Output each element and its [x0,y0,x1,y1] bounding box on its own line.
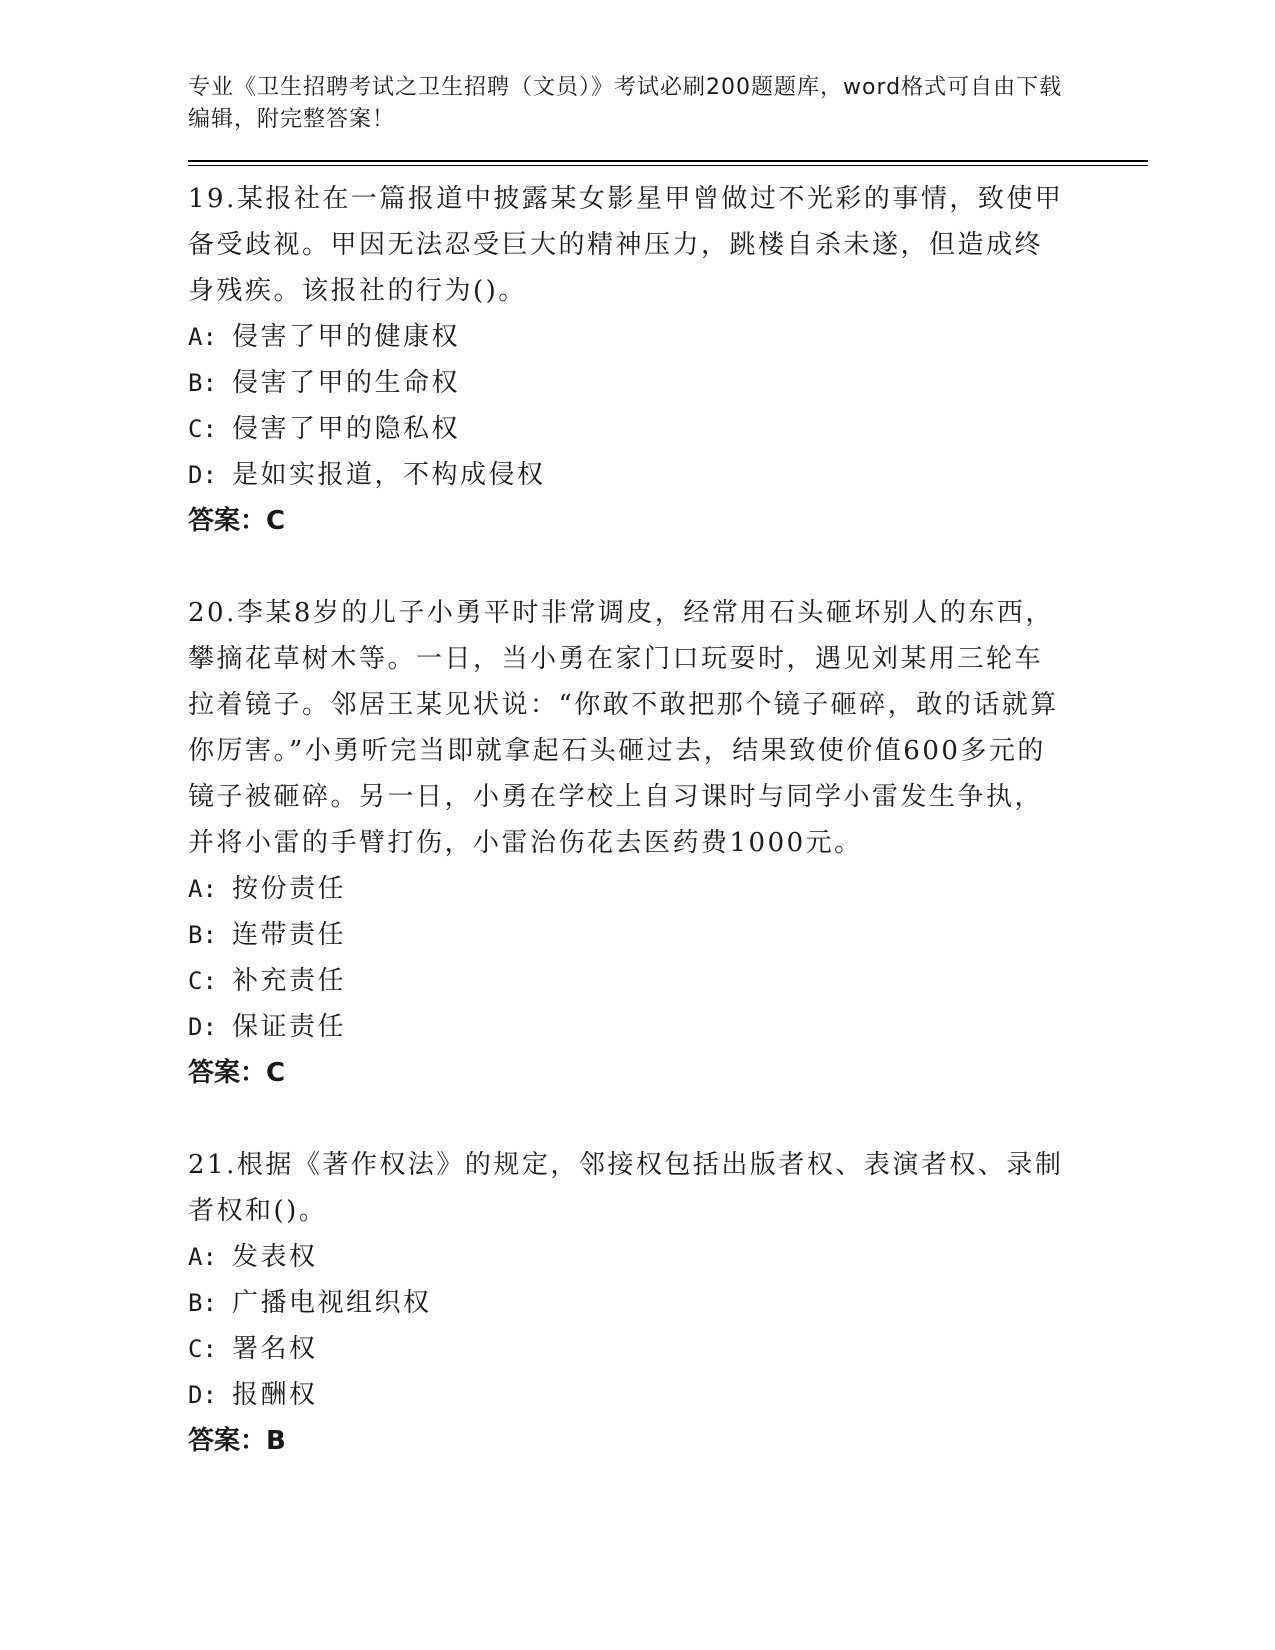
option-text: 署名权 [232,1334,318,1364]
answer-text: 答案：B [188,1426,286,1456]
option-text: 连带责任 [232,920,347,950]
option-text: 按份责任 [232,874,347,904]
option-c [188,1326,1148,1372]
option-d [188,452,1148,498]
spacer [188,544,1148,590]
option-letter: D: [188,1381,217,1409]
option-letter: C: [188,1335,217,1363]
option-letter: B: [188,1289,217,1317]
option-letter: A: [188,323,217,351]
option-letter: B: [188,369,217,397]
question-19 [188,176,1148,544]
question-20 [188,590,1148,1096]
option-text: 补充责任 [232,966,347,996]
option-letter: A: [188,875,217,903]
option-b [188,360,1148,406]
option-b [188,912,1148,958]
spacer [188,1096,1148,1142]
answer-text: 答案：C [188,506,286,536]
question-text: 21.根据《著作权法》的规定，邻接权包括出版者权、表演者权、录制者权和()。 [188,1150,1064,1226]
option-a [188,314,1148,360]
option-text: 保证责任 [232,1012,347,1042]
option-letter: C: [188,967,217,995]
option-letter: B: [188,921,217,949]
option-letter: A: [188,1243,217,1271]
option-letter: D: [188,461,217,489]
question-21 [188,1142,1148,1464]
option-a [188,1234,1148,1280]
option-text: 发表权 [232,1242,318,1272]
option-text: 侵害了甲的生命权 [232,368,461,398]
option-b [188,1280,1148,1326]
option-c [188,958,1148,1004]
option-d [188,1004,1148,1050]
question-text: 19.某报社在一篇报道中披露某女影星甲曾做过不光彩的事情，致使甲备受歧视。甲因无法忍受巨大的精神压力，跳楼自杀未遂，但造成终身残疾。该报社的行为()。 [188,184,1064,306]
option-letter: C: [188,415,217,443]
question-text: 20.李某8岁的儿子小勇平时非常调皮，经常用石头砸坏别人的东西，攀摘花草树木等。一日，当小勇在家门口玩耍时，遇见刘某用三轮车拉着镜子。邻居王某见状说：“你敢不敢把那个镜子砸碎，敢的话就算你厉害。”小勇听完当即就拿起石头砸过去，结果致使价值600多元的镜子被砸碎。另一日，小勇在学校上自习课时与同学小雷发生争执，并将小雷的手臂打伤，小雷治伤花去医药费1000元。 [188,598,1059,858]
answer-text: 答案：C [188,1058,286,1088]
option-d [188,1372,1148,1418]
document-header: 专业《卫生招聘考试之卫生招聘（文员）》考试必刷200题题库，word格式可自由下载编辑，附完整答案！ [188,75,1063,132]
option-text: 侵害了甲的健康权 [232,322,461,352]
option-a [188,866,1148,912]
document-page [188,72,1148,1464]
option-text: 报酬权 [232,1380,318,1410]
option-text: 广播电视组织权 [232,1288,432,1318]
option-text: 侵害了甲的隐私权 [232,414,461,444]
option-c [188,406,1148,452]
option-letter: D: [188,1013,217,1041]
option-text: 是如实报道，不构成侵权 [232,460,546,490]
header-divider [188,160,1148,166]
